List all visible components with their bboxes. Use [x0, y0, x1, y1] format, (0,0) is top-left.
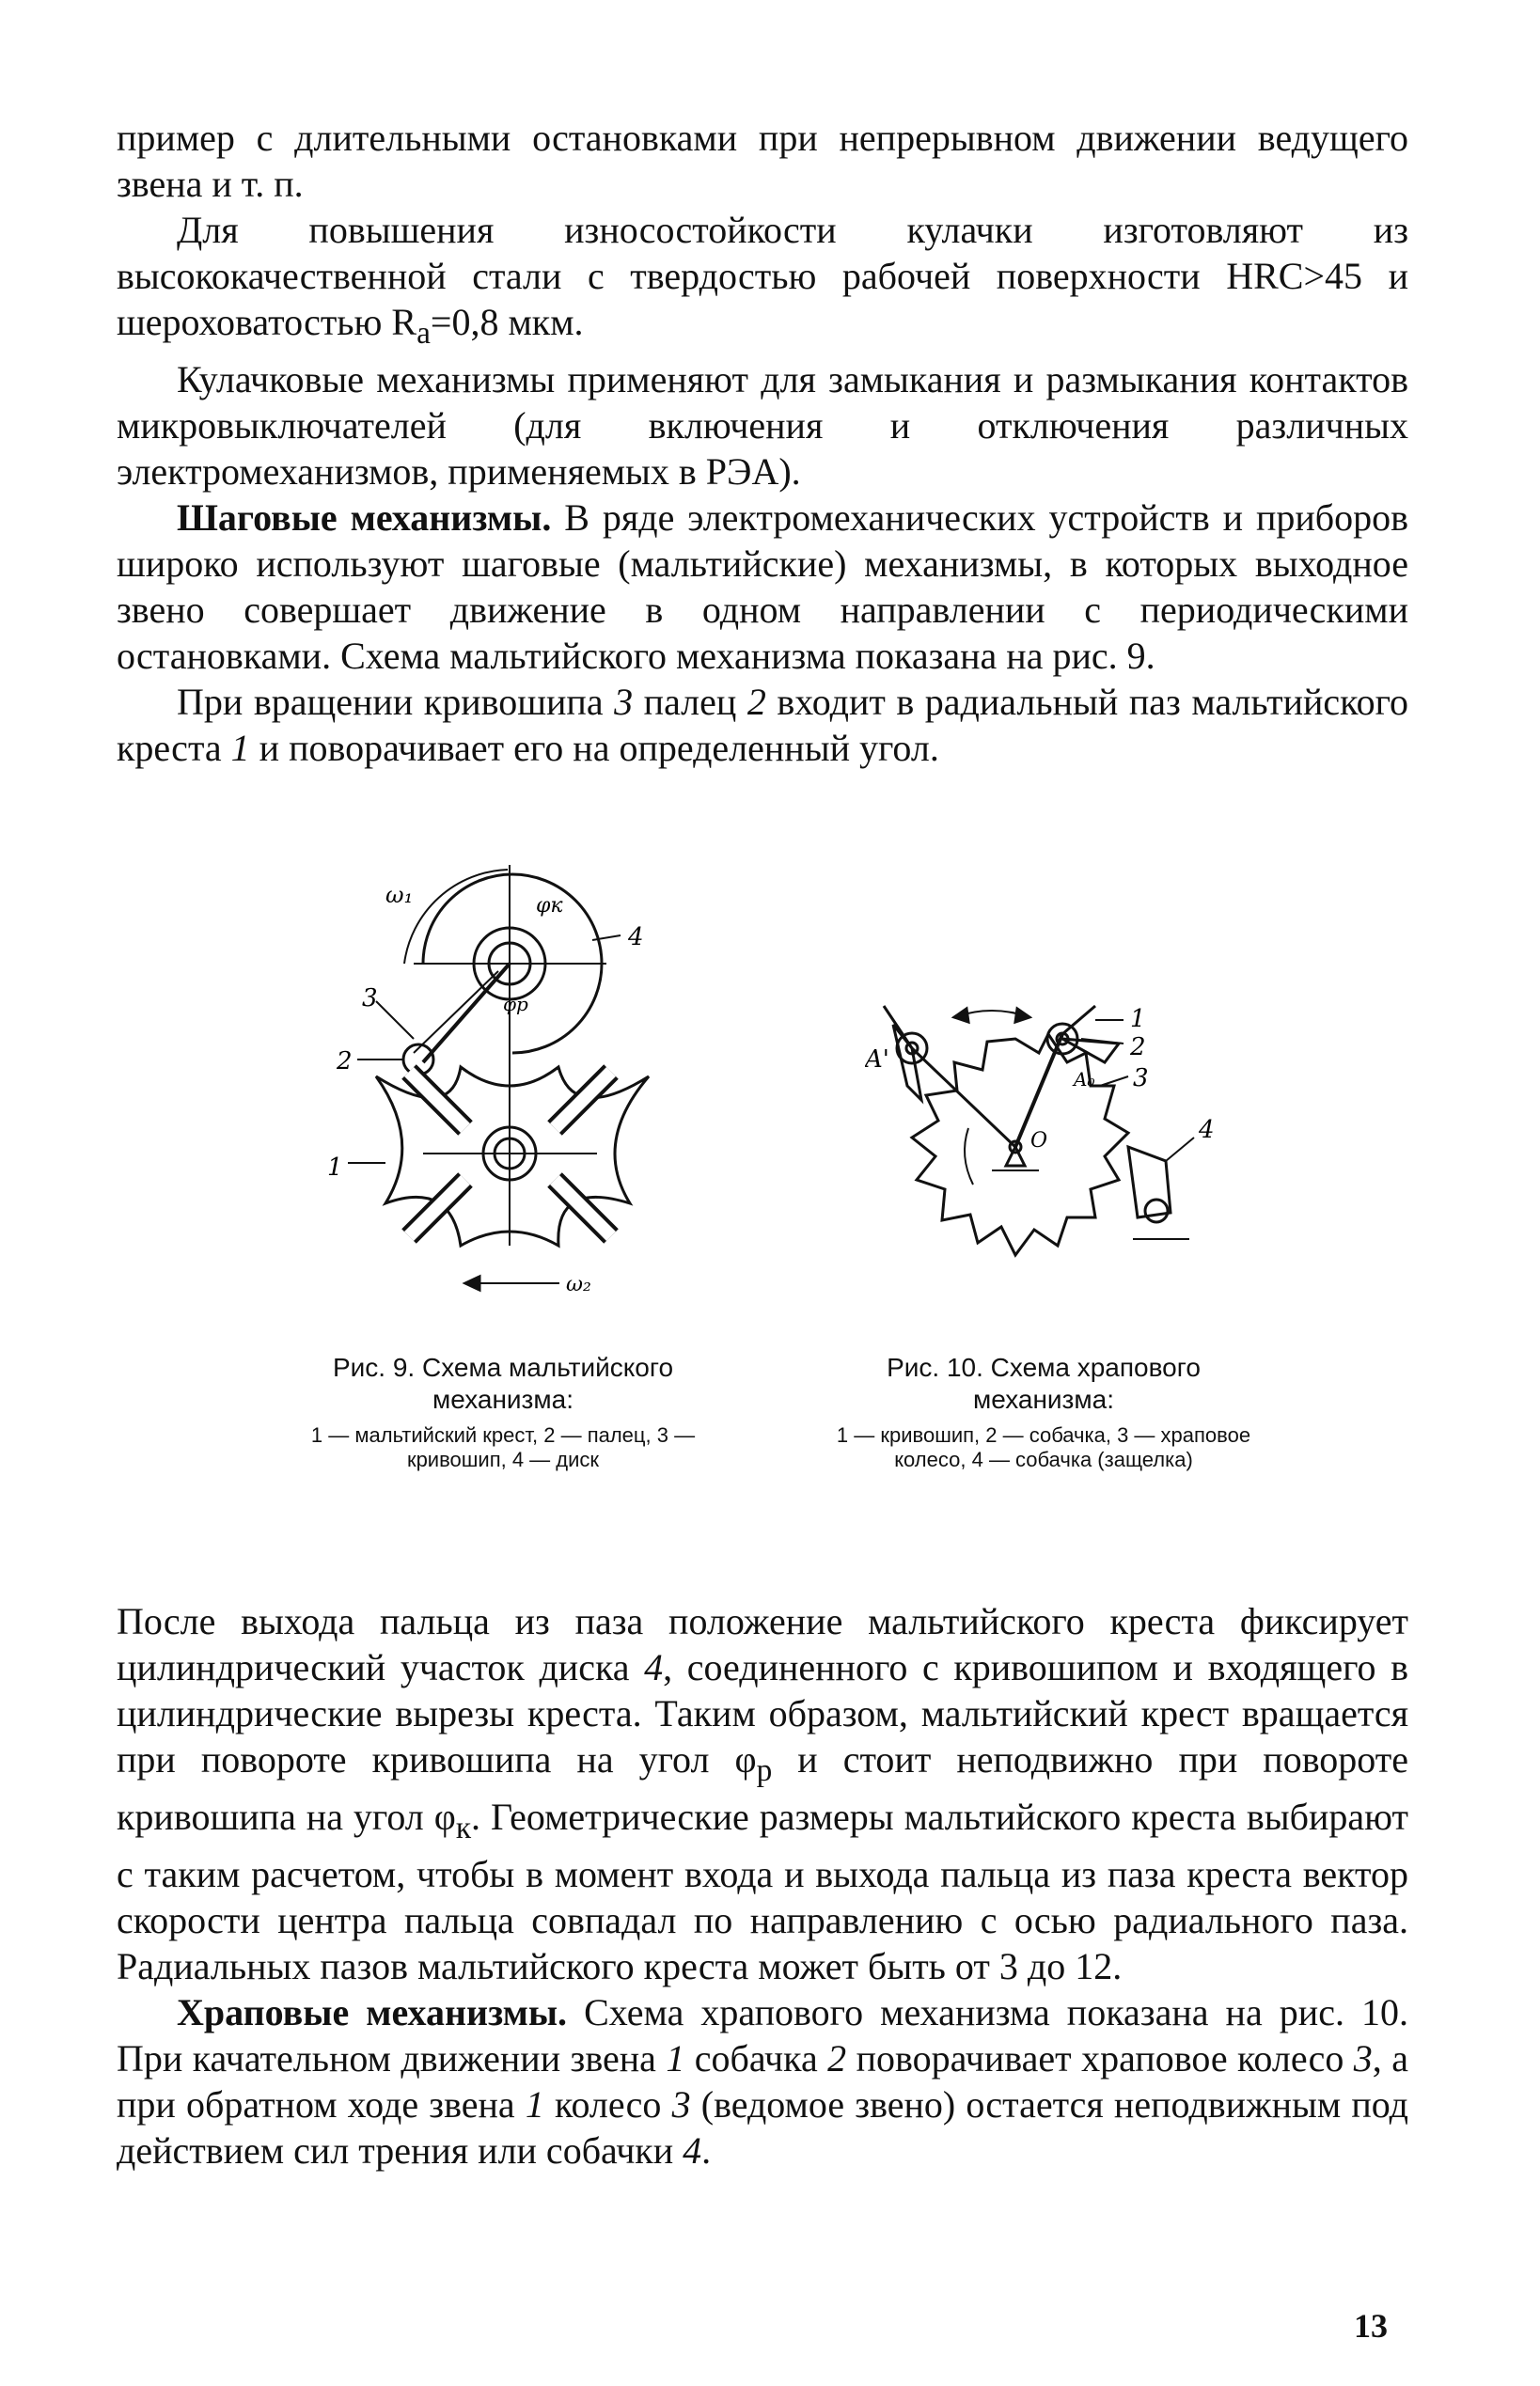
p5-part-c: входит в радиальный паз мальтийского креста	[117, 681, 1408, 769]
center-support	[1006, 1147, 1025, 1166]
p7-part-d: , а при обратном ходе звена	[117, 2037, 1408, 2126]
p6-part-a: После выхода пальца из паза положение мальтийского креста фиксирует цилиндрический участок диска	[117, 1600, 1408, 1688]
bottom-text-block	[117, 1598, 1408, 2174]
p7-part-a: Схема храпового механизма показана на рис. 10. При качательном движении звена	[117, 1991, 1409, 2080]
paragraph-4-text: В ряде электромеханических устройств и приборов широко используют шаговые (мальтийские) механизмы, в которых выходное звено совершает движение в одном направлении с периодическими остановками. Схема мальтийского механизма показана на рис. 9.	[117, 496, 1408, 677]
paragraph-1: пример с длительными остановками при непрерывном движении ведущего звена и т. п.	[117, 117, 1408, 205]
label-4: 4	[628, 923, 644, 951]
p5-num-1: 1	[230, 727, 250, 769]
p7-part-f: (ведомое звено) остается неподвижным под действием сил трения или собачки	[117, 2083, 1409, 2172]
p6-part-d: . Геометрические размеры мальтийского креста выбирают с таким расчетом, чтобы в момент входа и выхода пальца из паза креста вектор скорости центра пальца совпадал по направлению с осью радиального паза. Радиальных пазов мальтийского креста может быть от 3 до 12.	[117, 1796, 1408, 1987]
slot-bottom-right-inner	[555, 1180, 611, 1236]
p7-num-4: 4	[683, 2129, 702, 2172]
leader-4	[1166, 1138, 1194, 1161]
paragraph-2	[117, 207, 1408, 356]
p7-part-g: .	[701, 2129, 712, 2172]
paragraph-2-end: =0,8 мкм.	[430, 301, 584, 343]
omega2-arrowhead	[465, 1277, 479, 1290]
paragraph-6	[117, 1598, 1408, 1989]
p7-part-b: собачка	[684, 2037, 828, 2080]
label-3: 3	[1133, 1064, 1149, 1092]
p5-part-d: и поворачивает его на определенный угол.	[249, 727, 939, 769]
label-2: 2	[337, 1047, 353, 1075]
p5-part-a: При вращении кривошипа	[177, 681, 615, 723]
p7-part-e: колесо	[543, 2083, 672, 2126]
label-A-prime: A'	[865, 1045, 889, 1074]
heading-ratchet-mechanisms: Храповые механизмы.	[177, 1991, 568, 2033]
leader-3	[376, 1001, 414, 1039]
swing-arrowhead-left	[954, 1009, 968, 1022]
label-3: 3	[362, 984, 378, 1012]
crank-extension	[1062, 1006, 1095, 1034]
paragraph-5	[117, 679, 1408, 771]
p6-sub-k: к	[455, 1811, 472, 1845]
crank-link	[423, 964, 510, 1062]
figure-9-caption	[282, 1352, 724, 1472]
label-1: 1	[327, 1154, 343, 1182]
paragraph-2-subscript: a	[416, 316, 431, 351]
label-omega2: ω₂	[566, 1273, 591, 1296]
p5-num-3: 3	[614, 681, 634, 723]
latch	[1128, 1147, 1171, 1217]
paragraph-7	[117, 1989, 1408, 2174]
latch-pivot	[1145, 1200, 1168, 1222]
label-phi-p: φр	[503, 993, 528, 1015]
p6-sub-p: р	[756, 1753, 773, 1788]
omega1-arrow-arc	[404, 870, 508, 964]
wheel-rotation-arrow	[965, 1128, 973, 1185]
p6-part-c: и стоит неподвижно при повороте кривошипа на угол φ	[117, 1738, 1409, 1838]
page-number: 13	[1354, 2307, 1388, 2345]
p6-part-b: , соединенного с кривошипом и входящего в цилиндрические вырезы креста. Таким образом, мальтийский крест вращается при повороте кривошипа на угол φ	[117, 1646, 1408, 1781]
top-text-block	[117, 115, 1408, 771]
p7-part-c: поворачивает храповое колесо	[846, 2037, 1354, 2080]
figure-9-caption-legend: 1 — мальтийский крест, 2 — палец, 3 — кривошип, 4 — диск	[310, 1423, 696, 1471]
label-O: O	[1030, 1129, 1048, 1153]
figure-10-ratchet-diagram	[865, 997, 1222, 1321]
p6-num-4: 4	[644, 1646, 664, 1688]
figure-10-caption	[818, 1352, 1269, 1472]
p7-num-3: 3	[1353, 2037, 1373, 2080]
p7-num-2: 2	[827, 2037, 847, 2080]
crank-edge	[414, 971, 498, 1053]
figure-9-caption-title: Рис. 9. Схема мальтийского механизма:	[332, 1353, 674, 1414]
p7-num-1b: 1	[525, 2083, 544, 2126]
p7-num-3b: 3	[671, 2083, 691, 2126]
p5-num-2: 2	[746, 681, 766, 723]
p5-part-b: палец	[633, 681, 747, 723]
label-4: 4	[1199, 1116, 1215, 1144]
p7-num-1: 1	[666, 2037, 685, 2080]
paragraph-4	[117, 494, 1408, 679]
figure-10-caption-title: Рис. 10. Схема храпового механизма:	[887, 1353, 1201, 1414]
paragraph-3: Кулачковые механизмы применяют для замыкания и размыкания контактов микровыключателей (для включения и отключения различных электромеханизмов, применяемых в РЭА).	[117, 358, 1408, 493]
figure-10-caption-legend: 1 — кривошип, 2 — собачка, 3 — храповое колесо, 4 — собачка (защелка)	[836, 1423, 1251, 1471]
swing-arrowhead-right	[1015, 1009, 1029, 1022]
label-2: 2	[1130, 1033, 1146, 1061]
label-1: 1	[1130, 1005, 1146, 1033]
figure-9-geneva-diagram	[310, 860, 705, 1311]
heading-step-mechanisms: Шаговые механизмы.	[177, 496, 552, 539]
paragraph-2-text: Для повышения износостойкости кулачки изготовляют из высококачественной стали с твердостью рабочей поверхности HRC>45 и шероховатостью R	[117, 209, 1408, 343]
label-A0: A₀	[1074, 1068, 1095, 1091]
label-omega1: ω₁	[385, 882, 414, 908]
label-phi-k: φк	[536, 894, 563, 918]
